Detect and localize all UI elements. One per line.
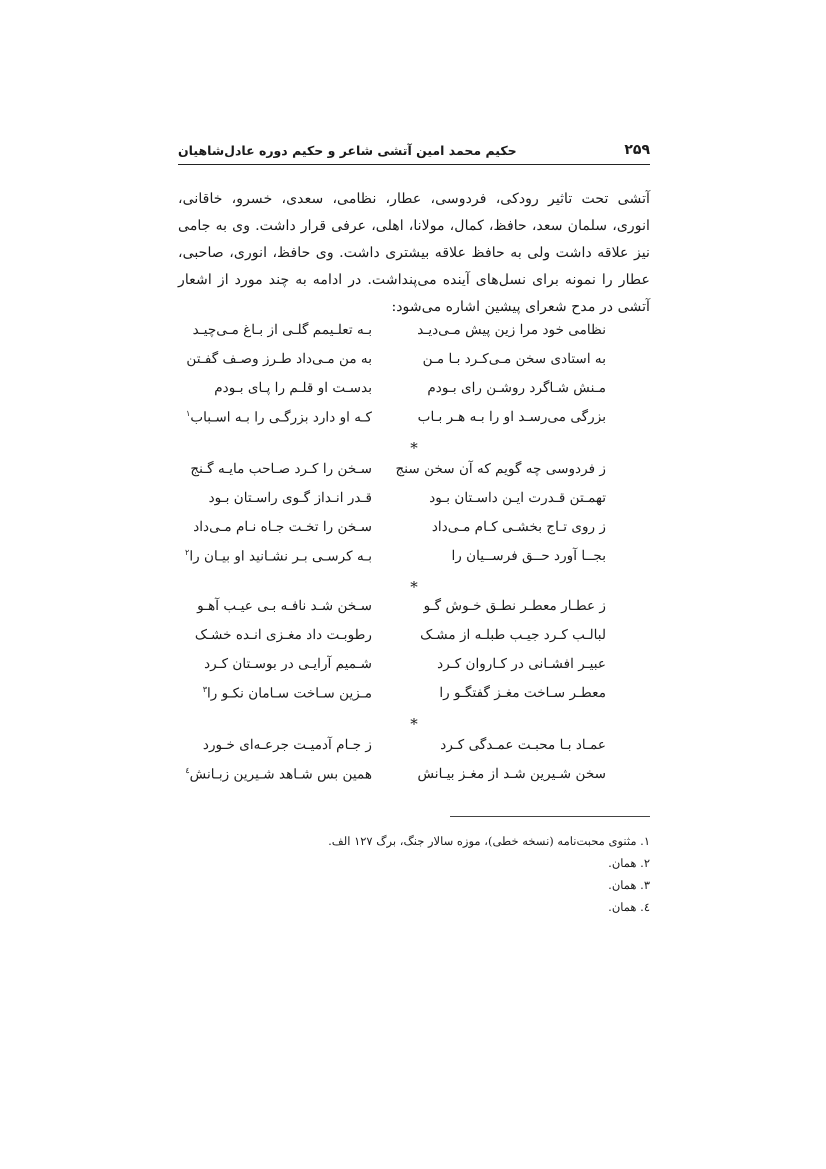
footnote-marker: ۳ bbox=[202, 685, 207, 694]
hemistich-first: سخن شـیرین شـد از مغـز بیـانش bbox=[417, 766, 606, 782]
hemistich-first: نظامی خود مرا زین پیش مـی‌دیـد bbox=[417, 322, 606, 338]
footnote-marker: ۲ bbox=[185, 548, 190, 557]
hemistich-first: تهمـتن قـدرت ایـن داسـتان بـود bbox=[429, 490, 606, 506]
hemistich-first: عمـاد بـا محبـت عمـدگی کـرد bbox=[440, 737, 606, 753]
hemistich-first: بجــا آورد حــق فرســیان را bbox=[451, 548, 606, 564]
hemistich-text: مـزین سـاخت سـامان نکـو را bbox=[206, 685, 372, 702]
footnote-3: ۳. همان. bbox=[608, 878, 650, 892]
footnotes bbox=[178, 830, 650, 918]
hemistich-first: مـنش شـاگرد روشـن رای بـودم bbox=[427, 380, 606, 396]
couplet bbox=[178, 627, 650, 656]
hemistich-first: بزرگی می‌رسـد او را بـه هـر بـاب bbox=[417, 409, 606, 425]
hemistich-second: بدسـت او قلـم را پـای بـودم bbox=[214, 380, 372, 396]
intro-paragraph: آتشی تحت تاثیر رودکی، فردوسی، عطار، نظامی، سعدی، خسرو، خاقانی، انوری، سلمان سعد، حافظ، کمال، مولانا، اهلی، عرفی قرار داشت. وی به جامی نیز علاقه داشت ولی به حافظ علاقه بیشتری داشت. وی حافظ، انوری، صاحبی، عطار را نمونه برای نسل‌های آینده می‌پنداشت. در ادامه به چند مورد از اشعار آتشی در مدح شعرای پیشین اشاره می‌شود: bbox=[178, 191, 650, 315]
poem-attar bbox=[178, 598, 650, 734]
hemistich-second: شـمیم آرایـی در بوسـتان کـرد bbox=[204, 656, 372, 672]
footnote-4: ٤. همان. bbox=[608, 900, 650, 914]
hemistich-second: بـه تعلـیمم گلـی از بـاغ مـی‌چیـد bbox=[192, 322, 372, 338]
hemistich-first: لبالـب کـرد جیـب طبلـه از مشـک bbox=[420, 627, 606, 643]
hemistich-first: ز فردوسی چه گویم که آن سخن سنج bbox=[395, 461, 606, 477]
hemistich-second: ز جـام آدمیـت جرعـه‌ای خـورد bbox=[202, 737, 372, 753]
hemistich-second bbox=[156, 409, 372, 426]
hemistich-second: سـخن را کـرد صـاحب مایـه گـنج bbox=[190, 461, 372, 477]
hemistich-first: عبیـر افشـانی در کـاروان کـرد bbox=[437, 656, 606, 672]
footnote-marker: ۱ bbox=[186, 409, 191, 418]
hemistich-second: به من مـی‌داد طـرز وصـف گفـتن bbox=[186, 351, 372, 367]
hemistich-second bbox=[156, 548, 372, 565]
stanza-separator: * bbox=[410, 439, 418, 457]
couplet bbox=[178, 548, 650, 577]
hemistich-second: سـخن شـد نافـه بـی عیـب آهـو bbox=[197, 598, 372, 614]
footnote-1: ۱. مثنوی محبت‌نامه (نسخه خطی)، موزه سالار جنگ، برگ ۱۲۷ الف. bbox=[328, 834, 650, 848]
couplet bbox=[178, 461, 650, 490]
hemistich-second: قـدر انـداز گـوی راسـتان بـود bbox=[208, 490, 372, 506]
couplet bbox=[178, 598, 650, 627]
hemistich-first: ز عطـار معطـر نطـق خـوش گـو bbox=[423, 598, 606, 614]
page-number: ۲۵۹ bbox=[624, 142, 650, 158]
hemistich-first: معطـر سـاخت مغـز گفتگـو را bbox=[439, 685, 606, 701]
running-title: حکیم محمد امین آتشی شاعر و حکیم دوره عادل‌شاهیان bbox=[178, 143, 517, 158]
footnote-2: ۲. همان. bbox=[608, 856, 650, 870]
footnote-divider bbox=[450, 816, 650, 817]
couplet bbox=[178, 490, 650, 519]
hemistich-second bbox=[156, 685, 372, 702]
hemistich-second bbox=[156, 766, 372, 783]
couplet bbox=[178, 409, 650, 438]
footnote-marker: ٤ bbox=[185, 766, 190, 775]
hemistich-first: ز روی تـاج بخشـی کـام مـی‌داد bbox=[431, 519, 606, 535]
couplet bbox=[178, 351, 650, 380]
couplet bbox=[178, 519, 650, 548]
poem-nizami bbox=[178, 322, 650, 458]
page-header bbox=[178, 140, 650, 165]
couplet bbox=[178, 766, 650, 795]
poem-ferdowsi bbox=[178, 461, 650, 597]
stanza-separator: * bbox=[410, 715, 418, 733]
couplet bbox=[178, 380, 650, 409]
couplet bbox=[178, 685, 650, 714]
couplet bbox=[178, 322, 650, 351]
hemistich-text: کـه او دارد بزرگـی را بـه اسـباب bbox=[190, 409, 372, 426]
hemistich-second: رطوبـت داد مغـزی انـده خشـک bbox=[194, 627, 372, 643]
hemistich-text: بـه کرسـی بـر نشـانید او بیـان را bbox=[189, 548, 372, 565]
couplet bbox=[178, 737, 650, 766]
hemistich-second: سـخن را تخـت جـاه نـام مـی‌داد bbox=[193, 519, 372, 535]
couplet bbox=[178, 656, 650, 685]
stanza-separator: * bbox=[410, 578, 418, 596]
poem-emad bbox=[178, 737, 650, 795]
hemistich-first: به استادی سخن مـی‌کـرد بـا مـن bbox=[422, 351, 606, 367]
hemistich-text: همین بس شـاهد شـیرین زبـانش bbox=[189, 766, 372, 783]
